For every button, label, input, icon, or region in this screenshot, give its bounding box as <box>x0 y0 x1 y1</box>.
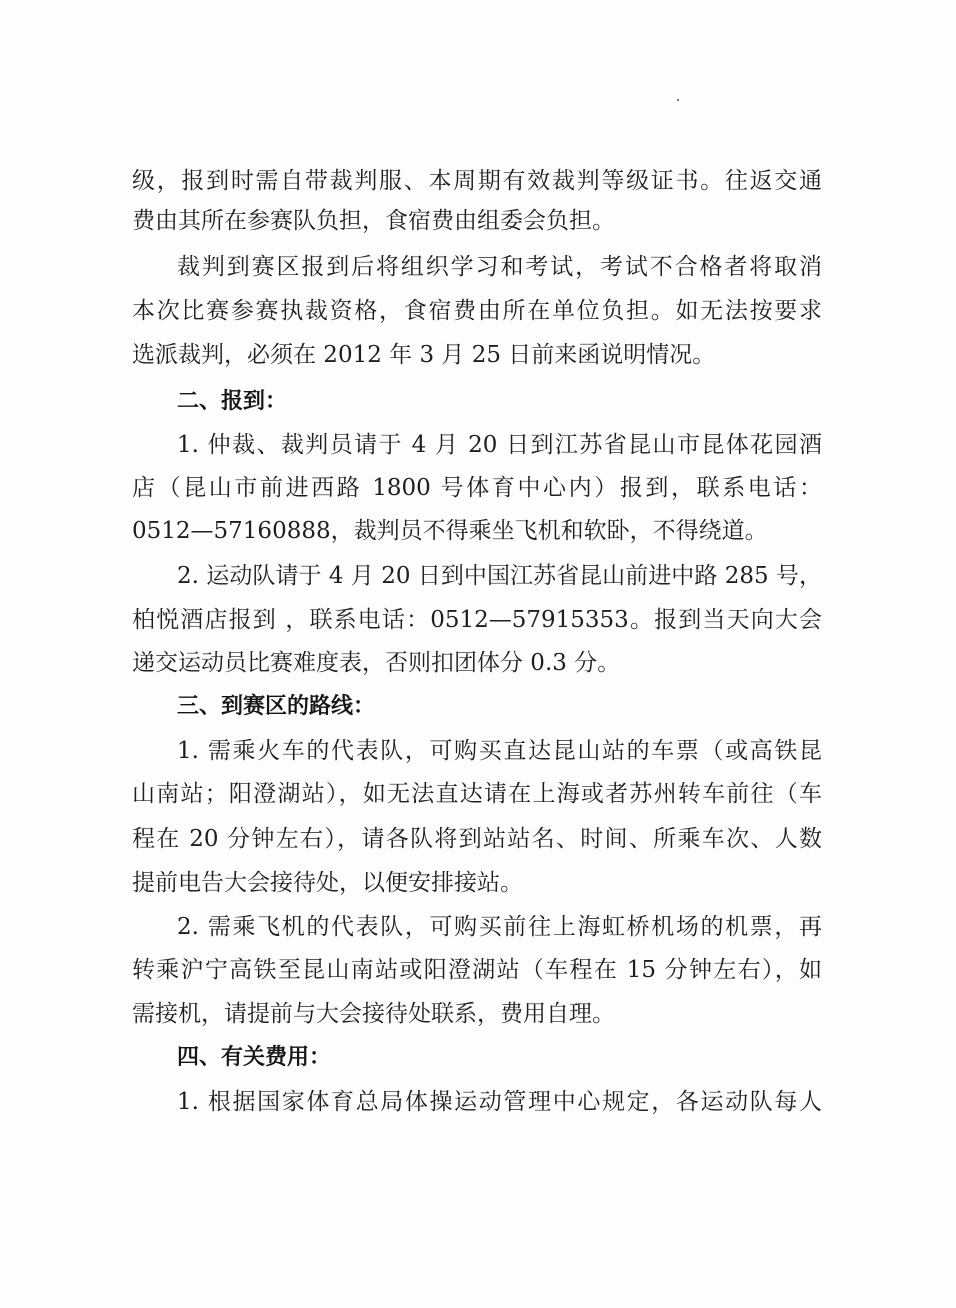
text-line: 需接机，请提前与大会接待处联系，费用自理。 <box>132 1001 615 1027</box>
text-line: 提前电告大会接待处，以便安排接站。 <box>132 870 523 896</box>
scan-speck <box>677 99 679 101</box>
text-line: 转乘沪宁高铁至昆山南站或阳澄湖站（车程在 15 分钟左右），如 <box>132 957 822 983</box>
text-line: 选派裁判，必须在 2012 年 3 月 25 日前来函说明情况。 <box>132 342 716 368</box>
section-heading: 四、有关费用： <box>177 1045 332 1070</box>
text-line: 1. 仲裁、裁判员请于 4 月 20 日到江苏省昆山市昆体花园酒 <box>177 432 822 458</box>
text-line: 裁判到赛区报到后将组织学习和考试，考试不合格者将取消 <box>177 254 822 280</box>
text-line: 山南站；阳澄湖站），如无法直达请在上海或者苏州转车前往（车 <box>132 781 822 807</box>
text-line: 程在 20 分钟左右），请各队将到站站名、时间、所乘车次、人数 <box>132 826 822 852</box>
text-line: 级，报到时需自带裁判服、本周期有效裁判等级证书。往返交通 <box>132 168 822 194</box>
text-line: 0512—57160888，裁判员不得乘坐飞机和软卧，不得绕道。 <box>132 518 768 544</box>
section-heading: 二、报到： <box>177 389 288 414</box>
text-line: 店（昆山市前进西路 1800 号体育中心内）报到，联系电话： <box>132 475 822 501</box>
text-line: 1. 根据国家体育总局体操运动管理中心规定，各运动队每人 <box>177 1089 822 1115</box>
text-line: 柏悦酒店报到 ，联系电话：0512—57915353。报到当天向大会 <box>132 607 822 633</box>
text-line: 2. 需乘飞机的代表队，可购买前往上海虹桥机场的机票，再 <box>177 914 822 940</box>
section-heading: 三、到赛区的路线： <box>177 694 376 719</box>
text-line: 费由其所在参赛队负担，食宿费由组委会负担。 <box>132 208 615 234</box>
text-line: 本次比赛参赛执裁资格，食宿费由所在单位负担。如无法按要求 <box>132 298 822 324</box>
text-line: 1. 需乘火车的代表队，可购买直达昆山站的车票（或高铁昆 <box>177 738 822 764</box>
text-line: 递交运动员比赛难度表，否则扣团体分 0.3 分。 <box>132 650 621 676</box>
text-line: 2. 运动队请于 4 月 20 日到中国江苏省昆山前进中路 285 号， <box>177 563 822 589</box>
